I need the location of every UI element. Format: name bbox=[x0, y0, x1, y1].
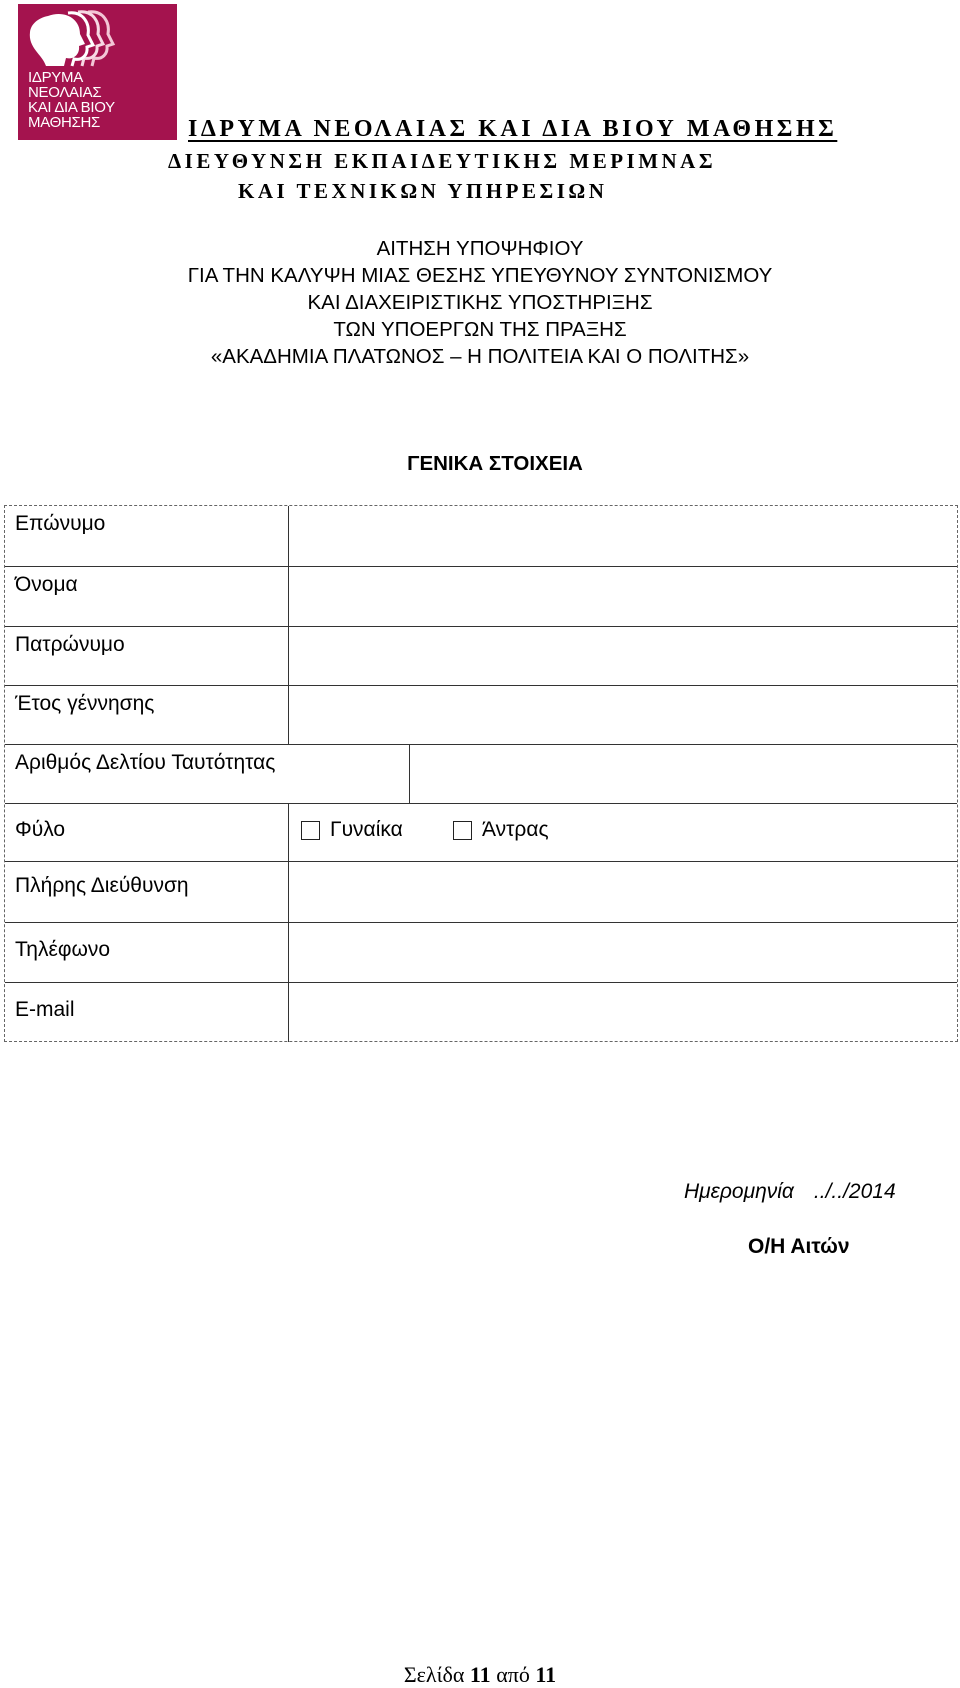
directorate-name-cont: ΚΑΙ ΤΕΧΝΙΚΩΝ ΥΠΗΡΕΣΙΩΝ bbox=[238, 179, 608, 203]
checkbox-icon[interactable] bbox=[301, 821, 320, 840]
address-field[interactable] bbox=[289, 862, 957, 922]
date-label: Ημερομηνία bbox=[684, 1180, 794, 1203]
form-row-id-number bbox=[5, 745, 957, 804]
form-row-birth-year bbox=[5, 686, 957, 745]
form-row-surname bbox=[5, 506, 957, 567]
form-row-phone bbox=[5, 923, 957, 983]
address-label: Πλήρης Διεύθυνση bbox=[15, 874, 189, 897]
phone-label: Τηλέφωνο bbox=[15, 938, 111, 961]
gender-option-label: Άντρας bbox=[482, 818, 549, 841]
foundation-logo bbox=[18, 4, 177, 140]
birth-year-field[interactable] bbox=[289, 686, 957, 744]
title-line: ΓΙΑ ΤΗΝ ΚΑΛΥΨΗ ΜΙΑΣ ΘΕΣΗΣ ΥΠΕΥΘΥΝΟΥ ΣΥΝΤΟΝΙΣΜΟΥ bbox=[187, 264, 773, 287]
section-title: ΓΕΝΙΚΑ ΣΤΟΙΧΕΙΑ bbox=[407, 452, 583, 475]
father-name-field[interactable] bbox=[289, 627, 957, 685]
logo-line: ΝΕΟΛΑΙΑΣ bbox=[28, 84, 102, 101]
gender-option-label: Γυναίκα bbox=[330, 818, 403, 841]
title-line: ΤΩΝ ΥΠΟΕΡΓΩΝ ΤΗΣ ΠΡΑΞΗΣ bbox=[333, 318, 627, 341]
form-row-gender bbox=[5, 804, 957, 862]
footer-prefix: Σελίδα bbox=[403, 1662, 465, 1687]
form-row-address bbox=[5, 862, 957, 923]
directorate-name: ΔΙΕΥΘΥΝΣΗ ΕΚΠΑΙΔΕΥΤΙΚΗΣ ΜΕΡΙΜΝΑΣ bbox=[168, 149, 717, 173]
surname-label: Επώνυμο bbox=[15, 512, 106, 535]
page-footer bbox=[0, 1662, 960, 1688]
id-number-label: Αριθμός Δελτίου Ταυτότητας bbox=[15, 751, 276, 774]
phone-field[interactable] bbox=[289, 923, 957, 982]
application-title bbox=[0, 235, 960, 370]
general-info-form bbox=[4, 505, 958, 1042]
checkbox-icon[interactable] bbox=[453, 821, 472, 840]
applicant-signature-label: Ο/Η Αιτών bbox=[748, 1235, 850, 1258]
gender-option-female[interactable] bbox=[301, 818, 403, 842]
page-number: 11 bbox=[469, 1662, 491, 1687]
title-line: ΚΑΙ ΔΙΑΧΕΙΡΙΣΤΙΚΗΣ ΥΠΟΣΤΗΡΙΞΗΣ bbox=[307, 291, 653, 314]
gender-option-male[interactable] bbox=[453, 818, 549, 842]
surname-field[interactable] bbox=[289, 506, 957, 566]
logo-line: ΚΑΙ ΔΙΑ ΒΙΟΥ bbox=[28, 99, 115, 116]
gender-label: Φύλο bbox=[15, 818, 66, 841]
email-field[interactable] bbox=[289, 983, 957, 1041]
first-name-label: Όνομα bbox=[15, 573, 78, 596]
form-row-first-name bbox=[5, 567, 957, 627]
id-number-field[interactable] bbox=[410, 745, 957, 803]
father-name-label: Πατρώνυμο bbox=[15, 633, 125, 656]
page-total: 11 bbox=[535, 1662, 557, 1687]
date-value[interactable]: ../../2014 bbox=[813, 1180, 896, 1203]
organization-name: ΙΔΡΥΜΑ ΝΕΟΛΑΙΑΣ ΚΑΙ ΔΙΑ ΒΙΟΥ ΜΑΘΗΣΗΣ bbox=[188, 116, 838, 142]
title-line: «ΑΚΑΔΗΜΙΑ ΠΛΑΤΩΝΟΣ – Η ΠΟΛΙΤΕΙΑ ΚΑΙ Ο ΠΟΛΙΤΗΣ» bbox=[210, 345, 750, 368]
email-label: E-mail bbox=[15, 998, 75, 1021]
title-line: ΑΙΤΗΣΗ ΥΠΟΨΗΦΙΟΥ bbox=[376, 237, 584, 260]
footer-of: από bbox=[496, 1662, 530, 1687]
form-row-father-name bbox=[5, 627, 957, 686]
form-row-email bbox=[5, 983, 957, 1041]
birth-year-label: Έτος γέννησης bbox=[15, 692, 155, 715]
first-name-field[interactable] bbox=[289, 567, 957, 626]
date-line bbox=[684, 1180, 896, 1204]
logo-line: ΙΔΡΥΜΑ bbox=[28, 69, 83, 86]
logo-line: ΜΑΘΗΣΗΣ bbox=[28, 114, 100, 131]
